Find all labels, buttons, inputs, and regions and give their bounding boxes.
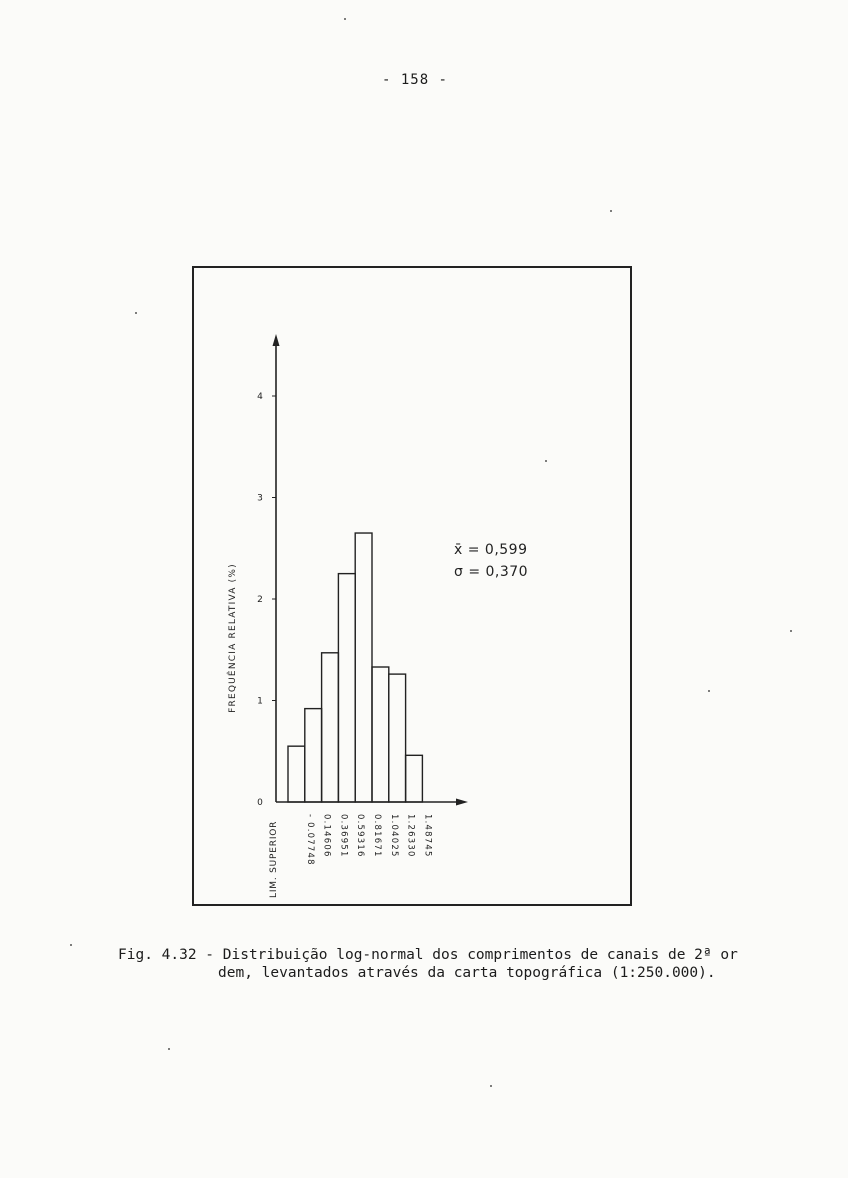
y-tick-label: 0 <box>257 798 263 808</box>
scan-speck <box>168 1048 170 1050</box>
bar <box>288 746 305 802</box>
x-tick-labels <box>305 814 433 866</box>
caption-line-2: dem, levantados através da carta topográfica (1:250.000). <box>218 965 716 981</box>
bar <box>322 653 339 802</box>
x-tick-label: 0.36951 <box>338 814 349 858</box>
scan-speck <box>790 630 792 632</box>
bar <box>372 667 389 802</box>
x-tick-label: 0.59316 <box>355 814 366 858</box>
figure-caption <box>118 946 738 982</box>
y-axis-label: FREQUÊNCIA RELATIVA (%) <box>228 563 238 713</box>
bar <box>389 674 406 802</box>
y-axis-ticks <box>257 392 276 808</box>
histogram-chart <box>194 268 634 908</box>
chart-frame <box>192 266 632 906</box>
bar <box>338 574 355 802</box>
x-tick-label: 1.26330 <box>405 814 416 858</box>
y-tick-label: 3 <box>257 493 263 504</box>
scan-speck <box>708 690 710 692</box>
scan-speck <box>610 210 612 212</box>
bars <box>288 533 422 802</box>
y-tick-label: 1 <box>257 696 263 707</box>
page-number: - 158 - <box>381 72 448 88</box>
scan-speck <box>135 312 137 314</box>
y-tick-label: 2 <box>257 595 263 605</box>
x-tick-label: 0.14606 <box>321 814 332 858</box>
scan-speck <box>344 18 346 20</box>
scan-speck <box>545 460 547 462</box>
y-axis-arrow <box>273 334 280 346</box>
x-tick-label: 0.81671 <box>372 814 382 858</box>
caption-line-1: Fig. 4.32 - Distribuição log-normal dos comprimentos de canais de 2ª or <box>118 947 738 963</box>
bar <box>355 533 372 802</box>
bar <box>305 709 322 802</box>
bar <box>406 755 423 802</box>
y-tick-label: 4 <box>257 392 263 402</box>
x-axis-arrow <box>456 799 468 806</box>
x-tick-label: 1.48745 <box>422 814 433 858</box>
mean-annotation: x̄ = 0,599 <box>454 542 528 558</box>
scan-speck <box>70 944 72 946</box>
scan-speck <box>490 1085 492 1087</box>
x-axis-label: LIM. SUPERIOR <box>269 820 279 898</box>
x-tick-label: 1.04025 <box>388 814 399 858</box>
sigma-annotation: σ = 0,370 <box>454 564 529 580</box>
x-tick-label: - 0.07748 <box>304 814 315 866</box>
